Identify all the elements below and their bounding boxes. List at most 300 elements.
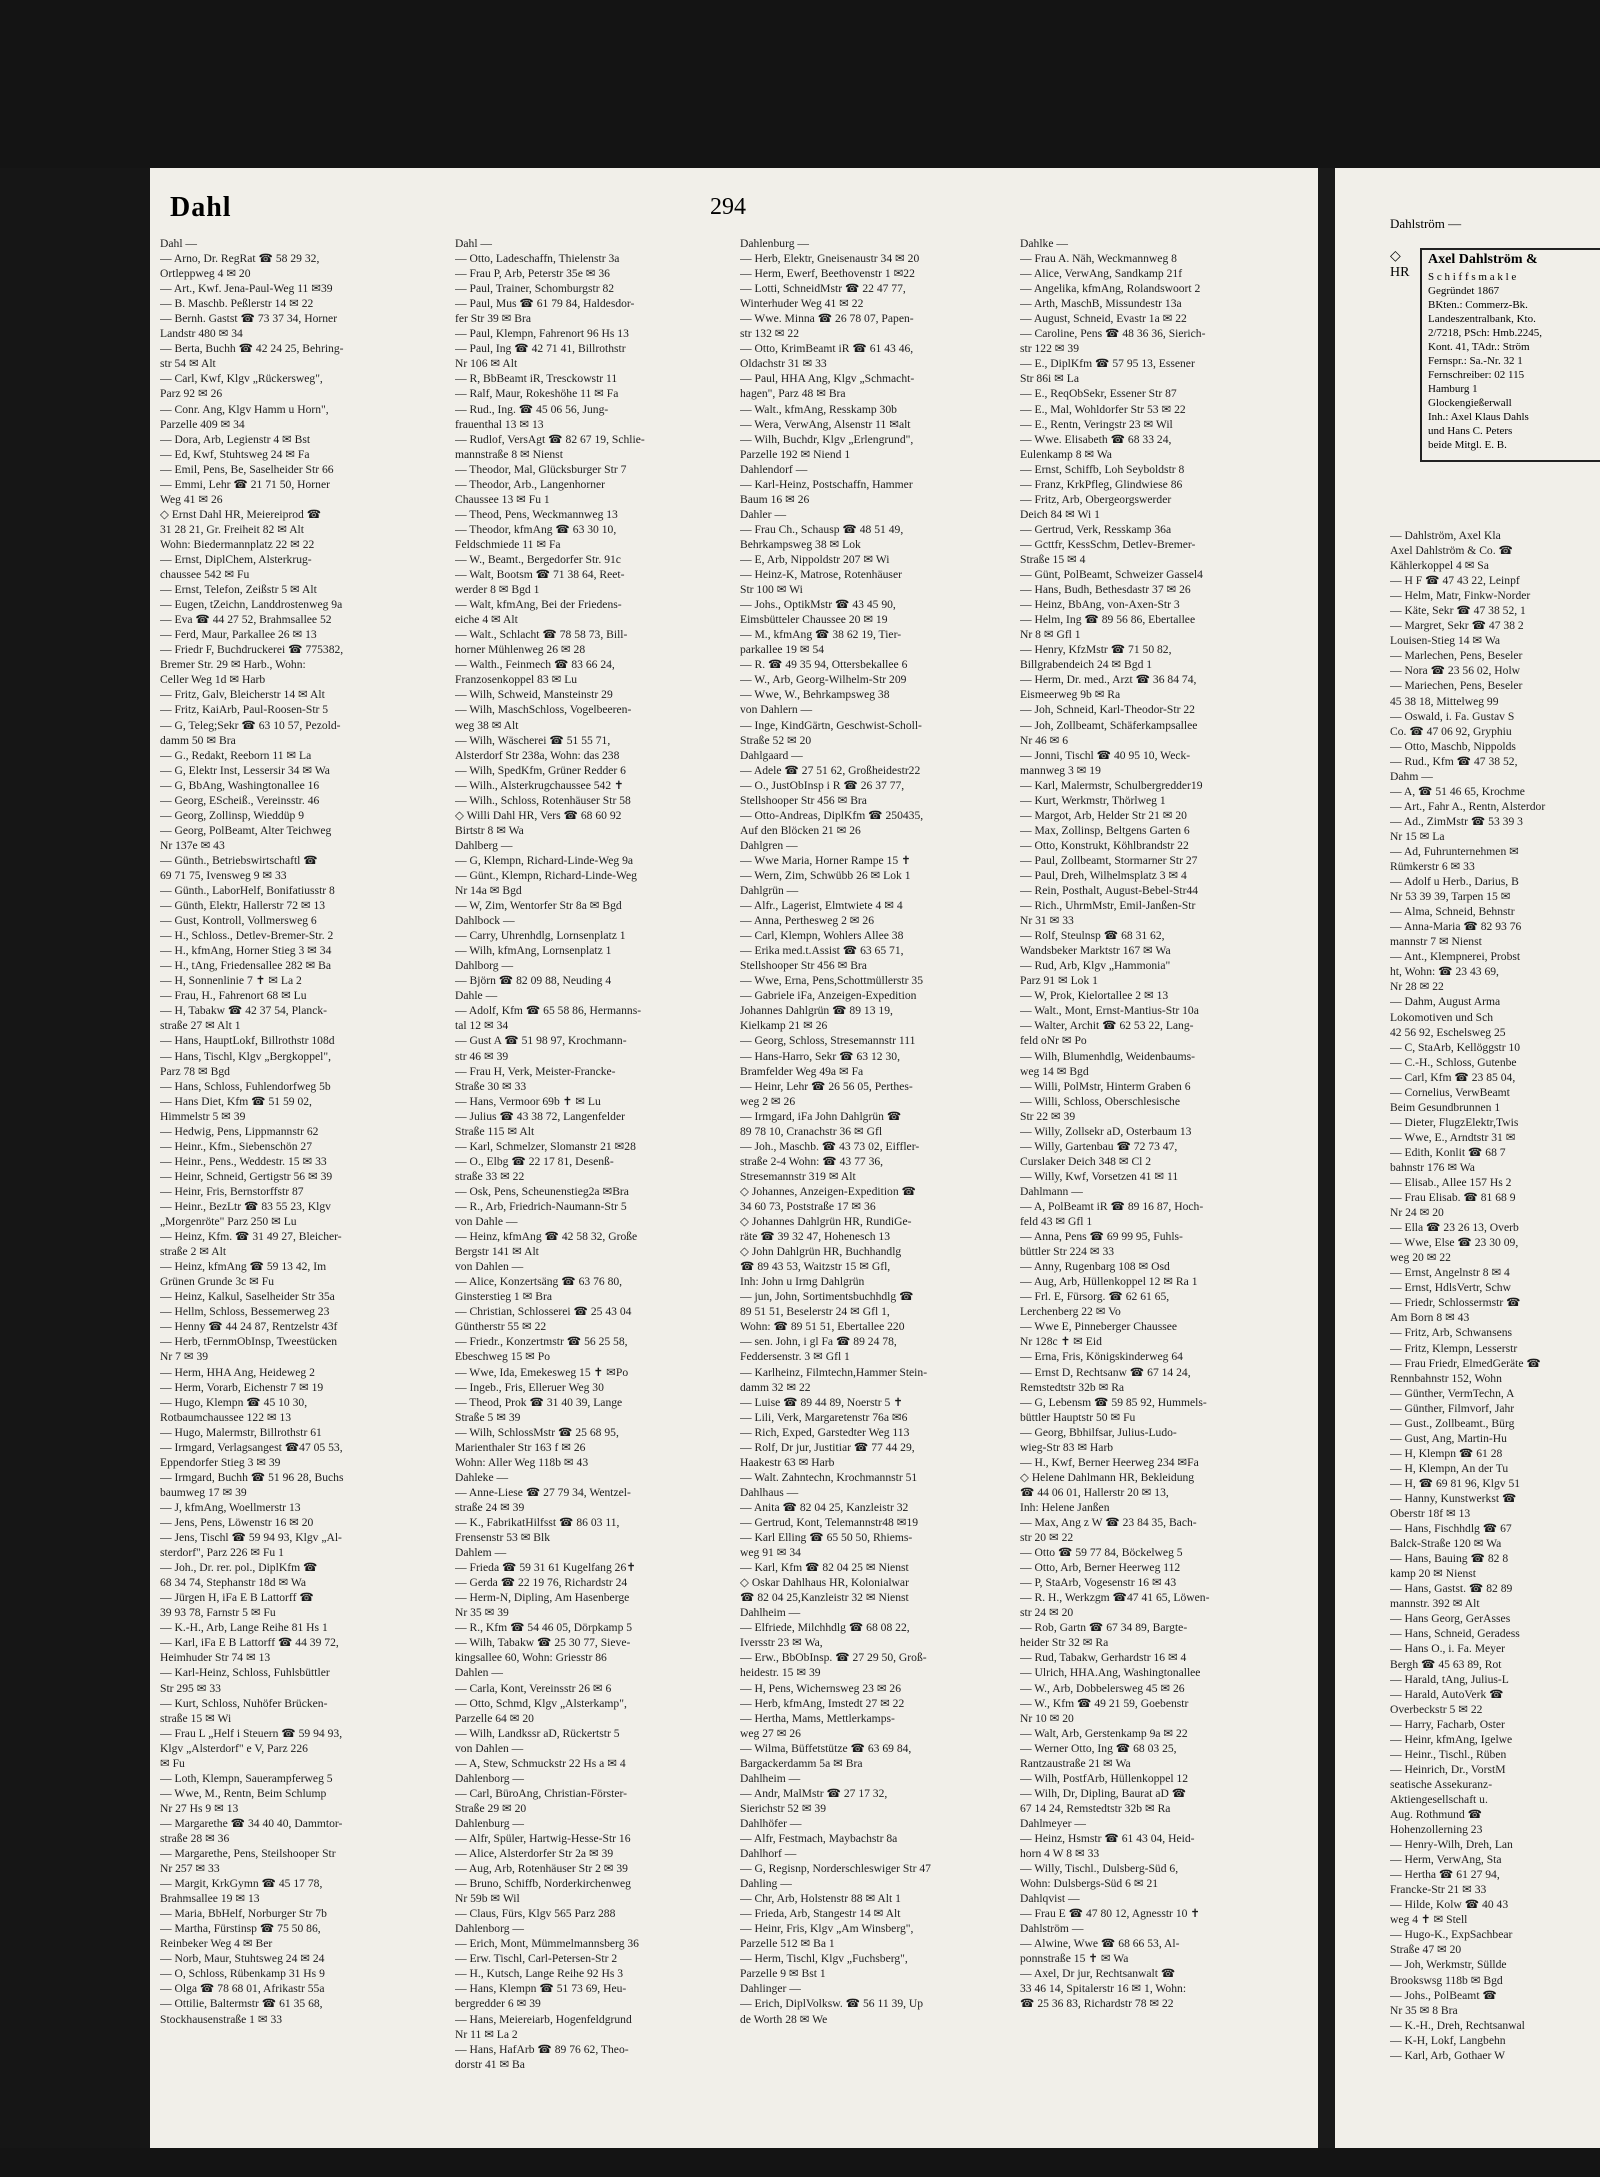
entry-line: — Karl, Arb, Gothaer W [1390,2048,1506,2062]
entry-line: — Paul, HHA Ang, Klgv „Schmacht- [740,372,915,386]
entry-line: — Erich, Mont, Mümmelmannsberg 36 [455,1937,639,1951]
entry-line: Ortleppweg 4 ✉ 20 [160,267,251,281]
entry-line: Nr 35 ✉ 8 Bra [1390,2003,1458,2017]
entry-line: — Anny, Rugenbarg 108 ✉ Osd [1020,1260,1170,1274]
entry-line: kamp 20 ✉ Nienst [1390,1567,1477,1581]
entry-line: Eismeerweg 9b ✉ Ra [1020,688,1121,702]
entry-line: Dahlen — [455,1666,503,1680]
entry-line: — G, Klempn, Richard-Linde-Weg 9a [455,853,634,867]
entry-line: damm 32 ✉ 22 [740,1380,811,1394]
entry-line: — Emmi, Lehr ☎ 21 71 50, Horner [160,477,330,491]
entry-line: Nr 7 ✉ 39 [160,1350,209,1364]
entry-line: Dahlgren — [740,838,798,852]
entry-line: — Wilh, Landkssr aD, Rückertstr 5 [455,1726,620,1740]
entry-line: mannweg 3 ✉ 19 [1020,763,1101,777]
entry-line: Himmelstr 5 ✉ 39 [160,1109,246,1123]
entry-line: Nr 106 ✉ Alt [455,357,518,371]
entry-line: Straße 15 ✉ 4 [1020,552,1086,566]
entry-line: — P, StaArb, Vogesenstr 16 ✉ 43 [1020,1576,1177,1590]
entry-line: — Ed, Kwf, Stuhtsweg 24 ✉ Fa [160,447,310,461]
entry-line: — Herm, Ewerf, Beethovenstr 1 ✉22 [740,267,915,281]
entry-line: — Helm, Ing ☎ 89 56 86, Ebertallee [1020,613,1196,627]
entry-line: — Hans, Tischl, Klgv „Bergkoppel", [160,1049,332,1063]
entry-line: — K.-H., Arb, Lange Reihe 81 Hs 1 [160,1621,328,1635]
entry-line: Deich 84 ✉ Wi 1 [1020,507,1100,521]
entry-line: — Anna, Pens ☎ 69 99 95, Fuhls- [1020,1230,1183,1244]
entry-line: Frensenstr 53 ✉ Blk [455,1531,551,1545]
entry-line: — Aug, Arb, Rotenhäuser Str 2 ✉ 39 [455,1862,628,1876]
entry-line: — Heinr, Fris, Bernstorffstr 87 [160,1184,304,1198]
entry-line: Parzelle 64 ✉ 20 [455,1711,534,1725]
entry-line: — Dieter, FlugzElektr,Twis [1390,1115,1519,1129]
entry-line: Dahler — [740,507,787,521]
entry-line: — Andr, MalMstr ☎ 27 17 32, [740,1786,888,1800]
entry-line: — H, Pens, Wichernsweg 23 ✉ 26 [740,1681,902,1695]
entry-line: ✉ Fu [160,1756,185,1770]
entry-line: ◇ Oskar Dahlhaus HR, Kolonialwar [740,1576,909,1590]
entry-line: — H., Kutsch, Lange Reihe 92 Hs 3 [455,1967,624,1981]
entry-line: Marienthaler Str 163 f ✉ 26 [455,1440,586,1454]
entry-line: — Ernst, Telefon, Zeißstr 5 ✉ Alt [160,583,317,597]
entry-line: Billgrabendeich 24 ✉ Bgd 1 [1020,658,1153,672]
entry-line: baumweg 17 ✉ 39 [160,1485,247,1499]
entry-line: — Günth, Elektr, Hallerstr 72 ✉ 13 [160,899,326,913]
entry-line: — Walt., kfmAng, Resskamp 30b [740,402,897,416]
entry-line: — Rich., UhrmMstr, Emil-Janßen-Str [1020,899,1196,913]
entry-line: — Olga ☎ 78 68 01, Afrikastr 55a [160,1982,325,1996]
entry-line: Reinbeker Weg 4 ✉ Ber [160,1937,273,1951]
entry-line: Aug. Rothmund ☎ [1390,1807,1483,1821]
entry-line: — Marlechen, Pens, Beseler [1390,649,1523,663]
entry-line: — Joh, Zollbeamt, Schäferkampsallee [1020,718,1198,732]
entry-line: — Max, Ang z W ☎ 23 84 35, Bach- [1020,1515,1197,1529]
entry-line: — Irmgard, Verlagsangest ☎47 05 53, [160,1440,343,1454]
entry-line: — Johs., OptikMstr ☎ 43 45 90, [740,598,896,612]
page-header [160,188,1308,228]
entry-line: Balck-Straße 120 ✉ Wa [1390,1537,1502,1551]
entry-line: — Hilde, Kolw ☎ 40 43 [1390,1898,1509,1912]
entry-line: — R. ☎ 49 35 94, Ottersbekallee 6 [740,658,908,672]
entry-line: — Wilh, Blumenhdlg, Weidenbaums- [1020,1049,1195,1063]
entry-line: — O, Schloss, Rübenkamp 31 Hs 9 [160,1967,325,1981]
entry-line: Landstr 480 ✉ 34 [160,327,243,341]
entry-line: — Gabriele iFa, Anzeigen-Expedition [740,989,917,1003]
entry-line: — W., Arb, Georg-Wilhelm-Str 209 [740,673,907,687]
entry-line: — Alwine, Wwe ☎ 68 66 53, Al- [1020,1937,1180,1951]
entry-line: — Berta, Buchh ☎ 42 24 25, Behring- [160,342,344,356]
entry-line: — G, Elektr Inst, Lessersir 34 ✉ Wa [160,763,330,777]
entry-line: Nr 46 ✉ 6 [1020,733,1069,747]
advert-line: Gegründet 1867 [1428,285,1500,297]
advert-line: Fernschreiber: 02 115 [1428,369,1525,381]
entry-line: — Frieda, Arb, Stangestr 14 ✉ Alt [740,1907,901,1921]
entry-line: von Dahlen — [455,1260,524,1274]
entry-line: — W, Zim, Wentorfer Str 8a ✉ Bgd [455,899,622,913]
entry-line: str 132 ✉ 22 [740,327,799,341]
entry-line: — Anne-Liese ☎ 27 79 34, Wentzel- [455,1485,631,1499]
entry-line: — Willi, Schloss, Oberschlesische [1020,1094,1181,1108]
entry-line: Eppendorfer Stieg 3 ✉ 39 [160,1455,281,1469]
entry-line: parkallee 19 ✉ 54 [740,643,825,657]
entry-line: — Günt, PolBeamt, Schweizer Gassel4 [1020,568,1203,582]
entry-line: Franzosenkoppel 83 ✉ Lu [455,673,578,687]
entry-line: — Anita ☎ 82 04 25, Kanzleistr 32 [740,1500,909,1514]
entry-line: weg 20 ✉ 22 [1390,1251,1451,1265]
entry-line: kingsallee 60, Wohn: Griesstr 86 [455,1651,607,1665]
entry-line: — Otto, KrimBeamt iR ☎ 61 43 46, [740,342,914,356]
entry-line: straße 33 ✉ 22 [455,1169,525,1183]
entry-line: Dahleke — [455,1470,509,1484]
entry-line: straße 27 ✉ Alt 1 [160,1019,241,1033]
entry-line: Dahlmeyer — [1020,1816,1086,1830]
entry-line: — Ernst D, Rechtsanw ☎ 67 14 24, [1020,1365,1191,1379]
entry-line: Rennbahnstr 152, Wohn [1390,1371,1502,1385]
entry-line: Dahlberg — [455,838,513,852]
entry-line: straße 2-4 Wohn: ☎ 43 77 36, [740,1154,884,1168]
entry-line: — Wwe. Minna ☎ 26 78 07, Papen- [740,312,914,326]
entry-line: str 54 ✉ Alt [160,357,216,371]
next-page-column [1390,528,1600,2063]
entry-line: Rotbaumchaussee 122 ✉ 13 [160,1410,292,1424]
entry-line: 69 71 75, Ivensweg 9 ✉ 33 [160,868,287,882]
entry-line: frauenthal 13 ✉ 13 [455,417,544,431]
entry-line: — G, BbAng, Washingtonallee 16 [160,778,320,792]
entry-line: bergredder 6 ✉ 39 [455,1997,541,2011]
entry-line: — Paul, Ing ☎ 42 71 41, Billrothstr [455,342,626,356]
entry-line: Dahle — [455,989,498,1003]
entry-line: Dahlem — [455,1546,507,1560]
entry-line: — Wilh, Wäscherei ☎ 51 55 71, [455,733,611,747]
entry-line: Dahlhöfer — [740,1816,802,1830]
entry-line: — Max, Zollinsp, Beltgens Garten 6 [1020,823,1190,837]
entry-line: Straße 30 ✉ 33 [455,1079,527,1093]
entry-line: — Alice, Konzertsäng ☎ 63 76 80, [455,1275,623,1289]
page-title: Dahl [170,192,232,223]
entry-line: — Hans, Vermoor 69b ✝ ✉ Lu [455,1094,601,1108]
entry-line: — Heinz-K, Matrose, Rotenhäuser [740,568,902,582]
entry-line: — Karlheinz, Filmtechn,Hammer Stein- [740,1365,928,1379]
entry-line: — Harald, tAng, Julius-L [1390,1672,1509,1686]
entry-line: — Gust A ☎ 51 98 97, Krochmann- [455,1034,627,1048]
entry-line: — Theod, Prok ☎ 31 40 39, Lange [455,1395,623,1409]
entry-line: — Otto ☎ 59 77 84, Böckelweg 5 [1020,1546,1183,1560]
entry-line: — Theodor, Arb., Langenhorner [455,477,605,491]
entry-line: — Herb, Elektr, Gneisenaustr 34 ✉ 20 [740,252,920,266]
entry-line: — Walter, Archit ☎ 62 53 22, Lang- [1020,1019,1194,1033]
entry-line: — Georg, EScheiß., Vereinsstr. 46 [160,793,320,807]
entry-line: — Mariechen, Pens, Beseler [1390,679,1523,693]
entry-line: — Carla, Kont, Vereinsstr 26 ✉ 6 [455,1681,612,1695]
entry-line: — Nora ☎ 23 56 02, Holw [1390,664,1521,678]
entry-line: — Wwe, E., Arndtstr 31 ✉ [1390,1130,1516,1144]
entry-line: — Wilh, SchlossMstr ☎ 25 68 95, [455,1425,619,1439]
entry-line: — A, PolBeamt iR ☎ 89 16 87, Hoch- [1020,1200,1204,1213]
entry-line: Inh: John u Irmg Dahlgrün [740,1275,865,1289]
entry-line: Dahlenborg — [455,1922,525,1936]
entry-line: ☎ 82 04 25,Kanzleistr 32 ✉ Nienst [740,1591,909,1605]
entry-line: — Heinz, Kfm. ☎ 31 49 27, Bleicher- [160,1230,342,1244]
entry-line: — Walt. Zahntechn, Krochmannstr 51 [740,1470,918,1484]
entry-line: — Frau Friedr, ElmedGeräte ☎ [1390,1356,1541,1370]
entry-line: — Karl, iFa E B Lattorff ☎ 44 39 72, [160,1636,339,1650]
entry-line: 34 60 73, Poststraße 17 ✉ 36 [740,1200,876,1213]
entry-line: — Wilh, Schweid, Mansteinstr 29 [455,688,613,702]
entry-line: Straße 115 ✉ Alt [455,1124,535,1138]
entry-line: — Hans, Fischhdlg ☎ 67 [1390,1522,1512,1536]
entry-line: Nr 14a ✉ Bgd [455,884,522,898]
entry-line: — Alfr, Spüler, Hartwig-Hesse-Str 16 [455,1831,631,1845]
entry-line: — Wilh, Tabakw ☎ 25 30 77, Sieve- [455,1636,631,1650]
entry-line: — Harald, AutoVerk ☎ [1390,1687,1504,1701]
entry-line: ◇ Johannes, Anzeigen-Expedition ☎ [740,1184,916,1198]
entry-line: — Dora, Arb, Legienstr 4 ✉ Bst [160,432,311,446]
entry-line: — E, Arb, Nippoldstr 207 ✉ Wi [740,552,890,566]
advert-line: und Hans C. Peters [1428,425,1513,437]
entry-line: — H, Klempn, An der Tu [1390,1461,1509,1475]
entry-line: — Gust., Zollbeamt., Bürg [1390,1416,1515,1430]
entry-line: — Wwe. Elisabeth ☎ 68 33 24, [1020,432,1172,446]
entry-line: chaussee 542 ✉ Fu [160,568,250,582]
entry-line: — Margarethe, Pens, Steilshooper Str [160,1847,336,1861]
entry-line: — Willi, PolMstr, Hinterm Graben 6 [1020,1079,1191,1093]
entry-line: straße 28 ✉ 36 [160,1831,230,1845]
entry-line: ht, Wohn: ☎ 23 43 69, [1390,965,1499,979]
entry-line: — Erika med.t.Assist ☎ 63 65 71, [740,944,904,958]
entry-line: — Fritz, Arb, Schwansens [1390,1326,1513,1340]
entry-line: Oberstr 18f ✉ 13 [1390,1507,1471,1521]
entry-line: Francke-Str 21 ✉ 33 [1390,1883,1487,1897]
entry-line: feld 43 ✉ Gfl 1 [1020,1215,1093,1229]
column-1 [160,236,428,2027]
entry-line: Baum 16 ✉ 26 [740,492,810,506]
entry-line: — Rud, Tabakw, Gerhardstr 16 ✉ 4 [1020,1651,1187,1665]
entry-line: Chaussee 13 ✉ Fu 1 [455,492,550,506]
entry-line: — Joh, Werkmstr, Süllde [1390,1958,1507,1972]
entry-line: — Heinr, Fris, Klgv „Am Winsberg", [740,1922,914,1936]
entry-line: ☎ 25 36 83, Richardstr 78 ✉ 22 [1020,1997,1174,2011]
entry-line: Heimhuder Str 74 ✉ 13 [160,1651,271,1665]
entry-line: — Margot, Arb, Helder Str 21 ✉ 20 [1020,808,1187,822]
entry-line: — Art., Kwf. Jena-Paul-Weg 11 ✉39 [160,282,333,296]
entry-line: — Hans, Schneid, Geradess [1390,1627,1520,1641]
entry-line: tal 12 ✉ 34 [455,1019,509,1033]
entry-line: Alsterdorf Str 238a, Wohn: das 238 [455,748,620,762]
entry-line: — Friedr F, Buchdruckerei ☎ 775382, [160,643,344,657]
entry-line: Nr 137e ✉ 43 [160,838,225,852]
entry-line: — Alma, Schneid, Behnstr [1390,905,1515,919]
entry-line: Bergh ☎ 45 63 89, Rot [1390,1657,1502,1671]
entry-line: 45 38 18, Mittelweg 99 [1390,694,1499,708]
entry-line: räte ☎ 39 32 47, Hohenesch 13 [740,1230,890,1244]
hr-label: HR [1390,265,1410,280]
entry-line: — Frieda ☎ 59 31 61 Kugelfang 26✝ [455,1561,636,1575]
entry-line: mannstr. 392 ✉ Alt [1390,1597,1480,1611]
next-page [1335,168,1600,2148]
entry-line: — Emil, Pens, Be, Saselheider Str 66 [160,462,334,476]
entry-line: — Hans, HauptLokf, Billrothstr 108d [160,1034,335,1048]
entry-line: Remstedtstr 32b ✉ Ra [1020,1380,1125,1394]
entry-line: Behrkampsweg 38 ✉ Lok [740,537,861,551]
entry-line: — Osk, Pens, Scheunenstieg2a ✉Bra [455,1184,629,1198]
entry-line: — Henry, KfzMstr ☎ 71 50 82, [1020,643,1172,657]
entry-line: — Herm, Dr. med., Arzt ☎ 36 84 74, [1020,673,1197,687]
entry-line: — Hans, HafArb ☎ 89 76 62, Theo- [455,2042,629,2056]
entry-line: str 24 ✉ 20 [1020,1606,1074,1620]
entry-line: — M., kfmAng ☎ 38 62 19, Tier- [740,628,902,642]
entry-line: — Wilh, Dr, Dipling, Baurat aD ☎ [1020,1786,1187,1800]
entry-line: — Walt, kfmAng, Bei der Friedens- [455,598,622,612]
entry-line: — Heinr., Pens., Weddestr. 15 ✉ 33 [160,1154,327,1168]
entry-line: — O., JustObInsp i R ☎ 26 37 77, [740,778,905,792]
entry-line: — Hans-Harro, Sekr ☎ 63 12 30, [740,1049,900,1063]
entry-line: „Morgenröte" Parz 250 ✉ Lu [160,1215,297,1229]
entry-line: Inh: Helene Janßen [1020,1500,1110,1514]
advert-line: beide Mitgl. E. B. [1428,439,1507,451]
entry-line: — Gerda ☎ 22 19 76, Richardstr 24 [455,1576,628,1590]
entry-line: Nr 59b ✉ Wil [455,1892,520,1906]
entry-line: ☎ 89 43 53, Waitzstr 15 ✉ Gfl, [740,1260,891,1274]
entry-line: — Karl-Heinz, Postschaffn, Hammer [740,477,913,491]
entry-line: horner Mühlenweg 26 ✉ 28 [455,643,586,657]
entry-line: Str 22 ✉ 39 [1020,1109,1076,1123]
entry-line: Wohn: ☎ 89 51 51, Ebertallee 220 [740,1320,905,1334]
entry-line: — Rob, Gartn ☎ 67 34 89, Bargte- [1020,1621,1188,1635]
entry-line: — Alfr, Festmach, Maybachstr 8a [740,1831,898,1845]
page-number: 294 [710,194,746,220]
entry-line: Nr 31 ✉ 33 [1020,914,1074,928]
entry-line: — H., Kwf, Berner Heerweg 234 ✉Fa [1020,1455,1199,1469]
entry-line: — Heinr, Schneid, Gertigstr 56 ✉ 39 [160,1169,333,1183]
entry-line: Aktiengesellschaft u. [1390,1792,1488,1806]
entry-line: — Frau Elisab. ☎ 81 68 9 [1390,1191,1516,1205]
entry-line: Nr 28 ✉ 22 [1390,980,1444,994]
entry-line: Dahlheim — [740,1771,801,1785]
entry-line: — Herm, Tischl, Klgv „Fuchsberg", [740,1952,908,1966]
entry-line: — Wilh, PostfArb, Hüllenkoppel 12 [1020,1771,1189,1785]
entry-line: — Walt., Mont, Ernst-Mantius-Str 10a [1020,1004,1199,1018]
entry-line: — Hugo, Malermstr, Billrothstr 61 [160,1425,322,1439]
advert-line: 2/7218, PSch: Hmb.2245, [1428,327,1542,339]
entry-line: Bremer Str. 29 ✉ Harb., Wohn: [160,658,306,672]
entry-line: — Irmgard, iFa John Dahlgrün ☎ [740,1109,902,1123]
entry-line: eiche 4 ✉ Alt [455,613,518,627]
entry-line: — Erna, Fris, Königskinderweg 64 [1020,1350,1183,1364]
entry-line: — Erich, DiplVolksw. ☎ 56 11 39, Up [740,1997,924,2011]
entry-line: — Ingeb., Fris, Elleruer Weg 30 [455,1380,604,1394]
entry-line: — Georg, Bbhilfsar, Julius-Ludo- [1020,1425,1177,1439]
entry-line: — Wwe E, Pinneberger Chaussee [1020,1320,1178,1334]
entry-line: — H., kfmAng, Horner Stieg 3 ✉ 34 [160,944,332,958]
entry-line: 89 78 10, Cranachstr 36 ✉ Gfl [740,1124,883,1138]
entry-line: — Herb, kfmAng, Imstedt 27 ✉ 22 [740,1696,905,1710]
entry-line: Dahlendorf — [740,462,808,476]
entry-line: — sen. John, i gl Fa ☎ 89 24 78, [740,1335,897,1349]
entry-line: ◇ Johannes Dahlgrün HR, RundiGe- [740,1215,912,1229]
entry-line: — Lotti, SchneidMstr ☎ 22 47 77, [740,282,906,296]
entry-line: — Conr. Ang, Klgv Hamm u Horn", [160,402,329,416]
entry-line: — Wwe, Erna, Pens,Schottmüllerstr 35 [740,974,924,988]
entry-line: 67 14 24, Remstedtstr 32b ✉ Ra [1020,1801,1171,1815]
entry-line: ☎ 44 06 01, Hallerstr 20 ✉ 13, [1020,1485,1169,1499]
entry-line: Ebeschweg 15 ✉ Po [455,1350,551,1364]
entry-line: — Günth., LaborHelf, Bonifatiusstr 8 [160,884,335,898]
advert-box [1420,248,1600,462]
entry-line: — Wwe Maria, Horner Rampe 15 ✝ [740,853,911,867]
entry-line: — Heinz, Hsmstr ☎ 61 43 04, Heid- [1020,1831,1195,1845]
entry-line: — Gertrud, Kont, Telemannstr48 ✉19 [740,1515,919,1529]
entry-line: — H, Sonnenlinie 7 ✝ ✉ La 2 [160,974,302,988]
entry-line: Iversstr 23 ✉ Wa, [740,1636,823,1650]
entry-line: — Wilh., Alsterkrugchaussee 542 ✝ [455,778,624,792]
entry-line: Bargackerdamm 5a ✉ Bra [740,1756,863,1770]
entry-line: — Walt, Arb, Gerstenkamp 9a ✉ 22 [1020,1726,1188,1740]
entry-line: 42 56 92, Eschelsweg 25 [1390,1025,1506,1039]
entry-line: — Art., Fahr A., Rentn, Alsterdor [1390,799,1546,813]
entry-line: 31 28 21, Gr. Freiheit 82 ✉ Alt [160,522,305,536]
entry-line: — Frau, H., Fahrenort 68 ✉ Lu [160,989,307,1003]
entry-line: — G, Lebensm ☎ 59 85 92, Hummels- [1020,1395,1207,1409]
entry-line: Wandsbeker Marktstr 167 ✉ Wa [1020,944,1171,958]
entry-line: — Julius ☎ 43 38 72, Langenfelder [455,1109,625,1123]
entry-line: — C, StaArb, Kellöggstr 10 [1390,1040,1521,1054]
entry-line: — Hans, Budh, Bethesdastr 37 ✉ 26 [1020,583,1191,597]
entry-line: — Hans, Klempn ☎ 51 73 69, Heu- [455,1982,627,1996]
entry-line: — Gust, Ang, Martin-Hu [1390,1431,1507,1445]
entry-line: — Helm, Matr, Finkw-Norder [1390,589,1531,603]
entry-line: — Heinrich, Dr., VorstM [1390,1762,1506,1776]
entry-line: — Willy, Kwf, Vorsetzen 41 ✉ 11 [1020,1169,1179,1183]
entry-line: ◇ Willi Dahl HR, Vers ☎ 68 60 92 [455,808,622,822]
entry-line: — Hugo-K., ExpSachbear [1390,1928,1513,1942]
entry-line: — O., Elbg ☎ 22 17 81, Desenß- [455,1154,614,1168]
entry-line: — Adolf, Kfm ☎ 65 58 86, Hermanns- [455,1004,642,1018]
entry-line: — Ralf, Maur, Rokeshöhe 11 ✉ Fa [455,387,619,401]
entry-line: — Elfriede, Milchhdlg ☎ 68 08 22, [740,1621,910,1635]
entry-line: — Frau P, Arb, Peterstr 35e ✉ 36 [455,267,610,281]
entry-line: Parz 92 ✉ 26 [160,387,223,401]
entry-line: — G., Redakt, Reeborn 11 ✉ La [160,748,312,762]
entry-line: — Frl. E, Fürsorg. ☎ 62 61 65, [1020,1290,1170,1304]
entry-line: — Ernst, HdlsVertr, Schw [1390,1281,1511,1295]
entry-line: hagen", Parz 48 ✉ Bra [740,387,846,401]
entry-line: — Eva ☎ 44 27 52, Brahmsallee 52 [160,613,332,627]
entry-line: — Herm, HHA Ang, Heideweg 2 [160,1365,315,1379]
entry-line: büttler Str 224 ✉ 33 [1020,1245,1115,1259]
entry-line: — Erw., BbObInsp. ☎ 27 29 50, Groß- [740,1651,927,1665]
entry-line: Nr 24 ✉ 20 [1390,1206,1444,1220]
entry-line: Parzelle 409 ✉ 34 [160,417,245,431]
entry-line: Nr 53 39 39, Tarpen 15 ✉ [1390,890,1511,904]
entry-line: — Hans, Bauing ☎ 82 8 [1390,1552,1509,1566]
entry-line: — Jonni, Tischl ☎ 40 95 10, Weck- [1020,748,1191,762]
entry-line: — R., Kfm ☎ 54 46 05, Dörpkamp 5 [455,1621,633,1635]
entry-line: str 46 ✉ 39 [455,1049,509,1063]
page-gutter [1318,168,1335,2148]
entry-line: Dahl — [160,237,198,250]
entry-line: horn 4 W 8 ✉ 33 [1020,1847,1100,1861]
entry-line: Dahlgaard — [740,748,803,762]
entry-line: — Otto, Arb, Berner Heerweg 112 [1020,1561,1181,1575]
entry-line: — Hellm, Schloss, Bessemerweg 23 [160,1305,330,1319]
entry-line: Nr 10 ✉ 20 [1020,1711,1074,1725]
entry-line: — Heinr., Tischl., Rüben [1390,1747,1507,1761]
entry-line: — Paul, Trainer, Schomburgstr 82 [455,282,615,296]
entry-line: — Hans, Meiereiarb, Hogenfeldgrund [455,2012,632,2026]
entry-line: — Heinr, Lehr ☎ 26 56 05, Perthes- [740,1079,913,1093]
entry-line: — Jens, Pens, Löwenstr 16 ✉ 20 [160,1515,314,1529]
entry-line: — Anna, Perthesweg 2 ✉ 26 [740,914,875,928]
entry-line: — Wilh., Schloss, Rotenhäuser Str 58 [455,793,631,807]
